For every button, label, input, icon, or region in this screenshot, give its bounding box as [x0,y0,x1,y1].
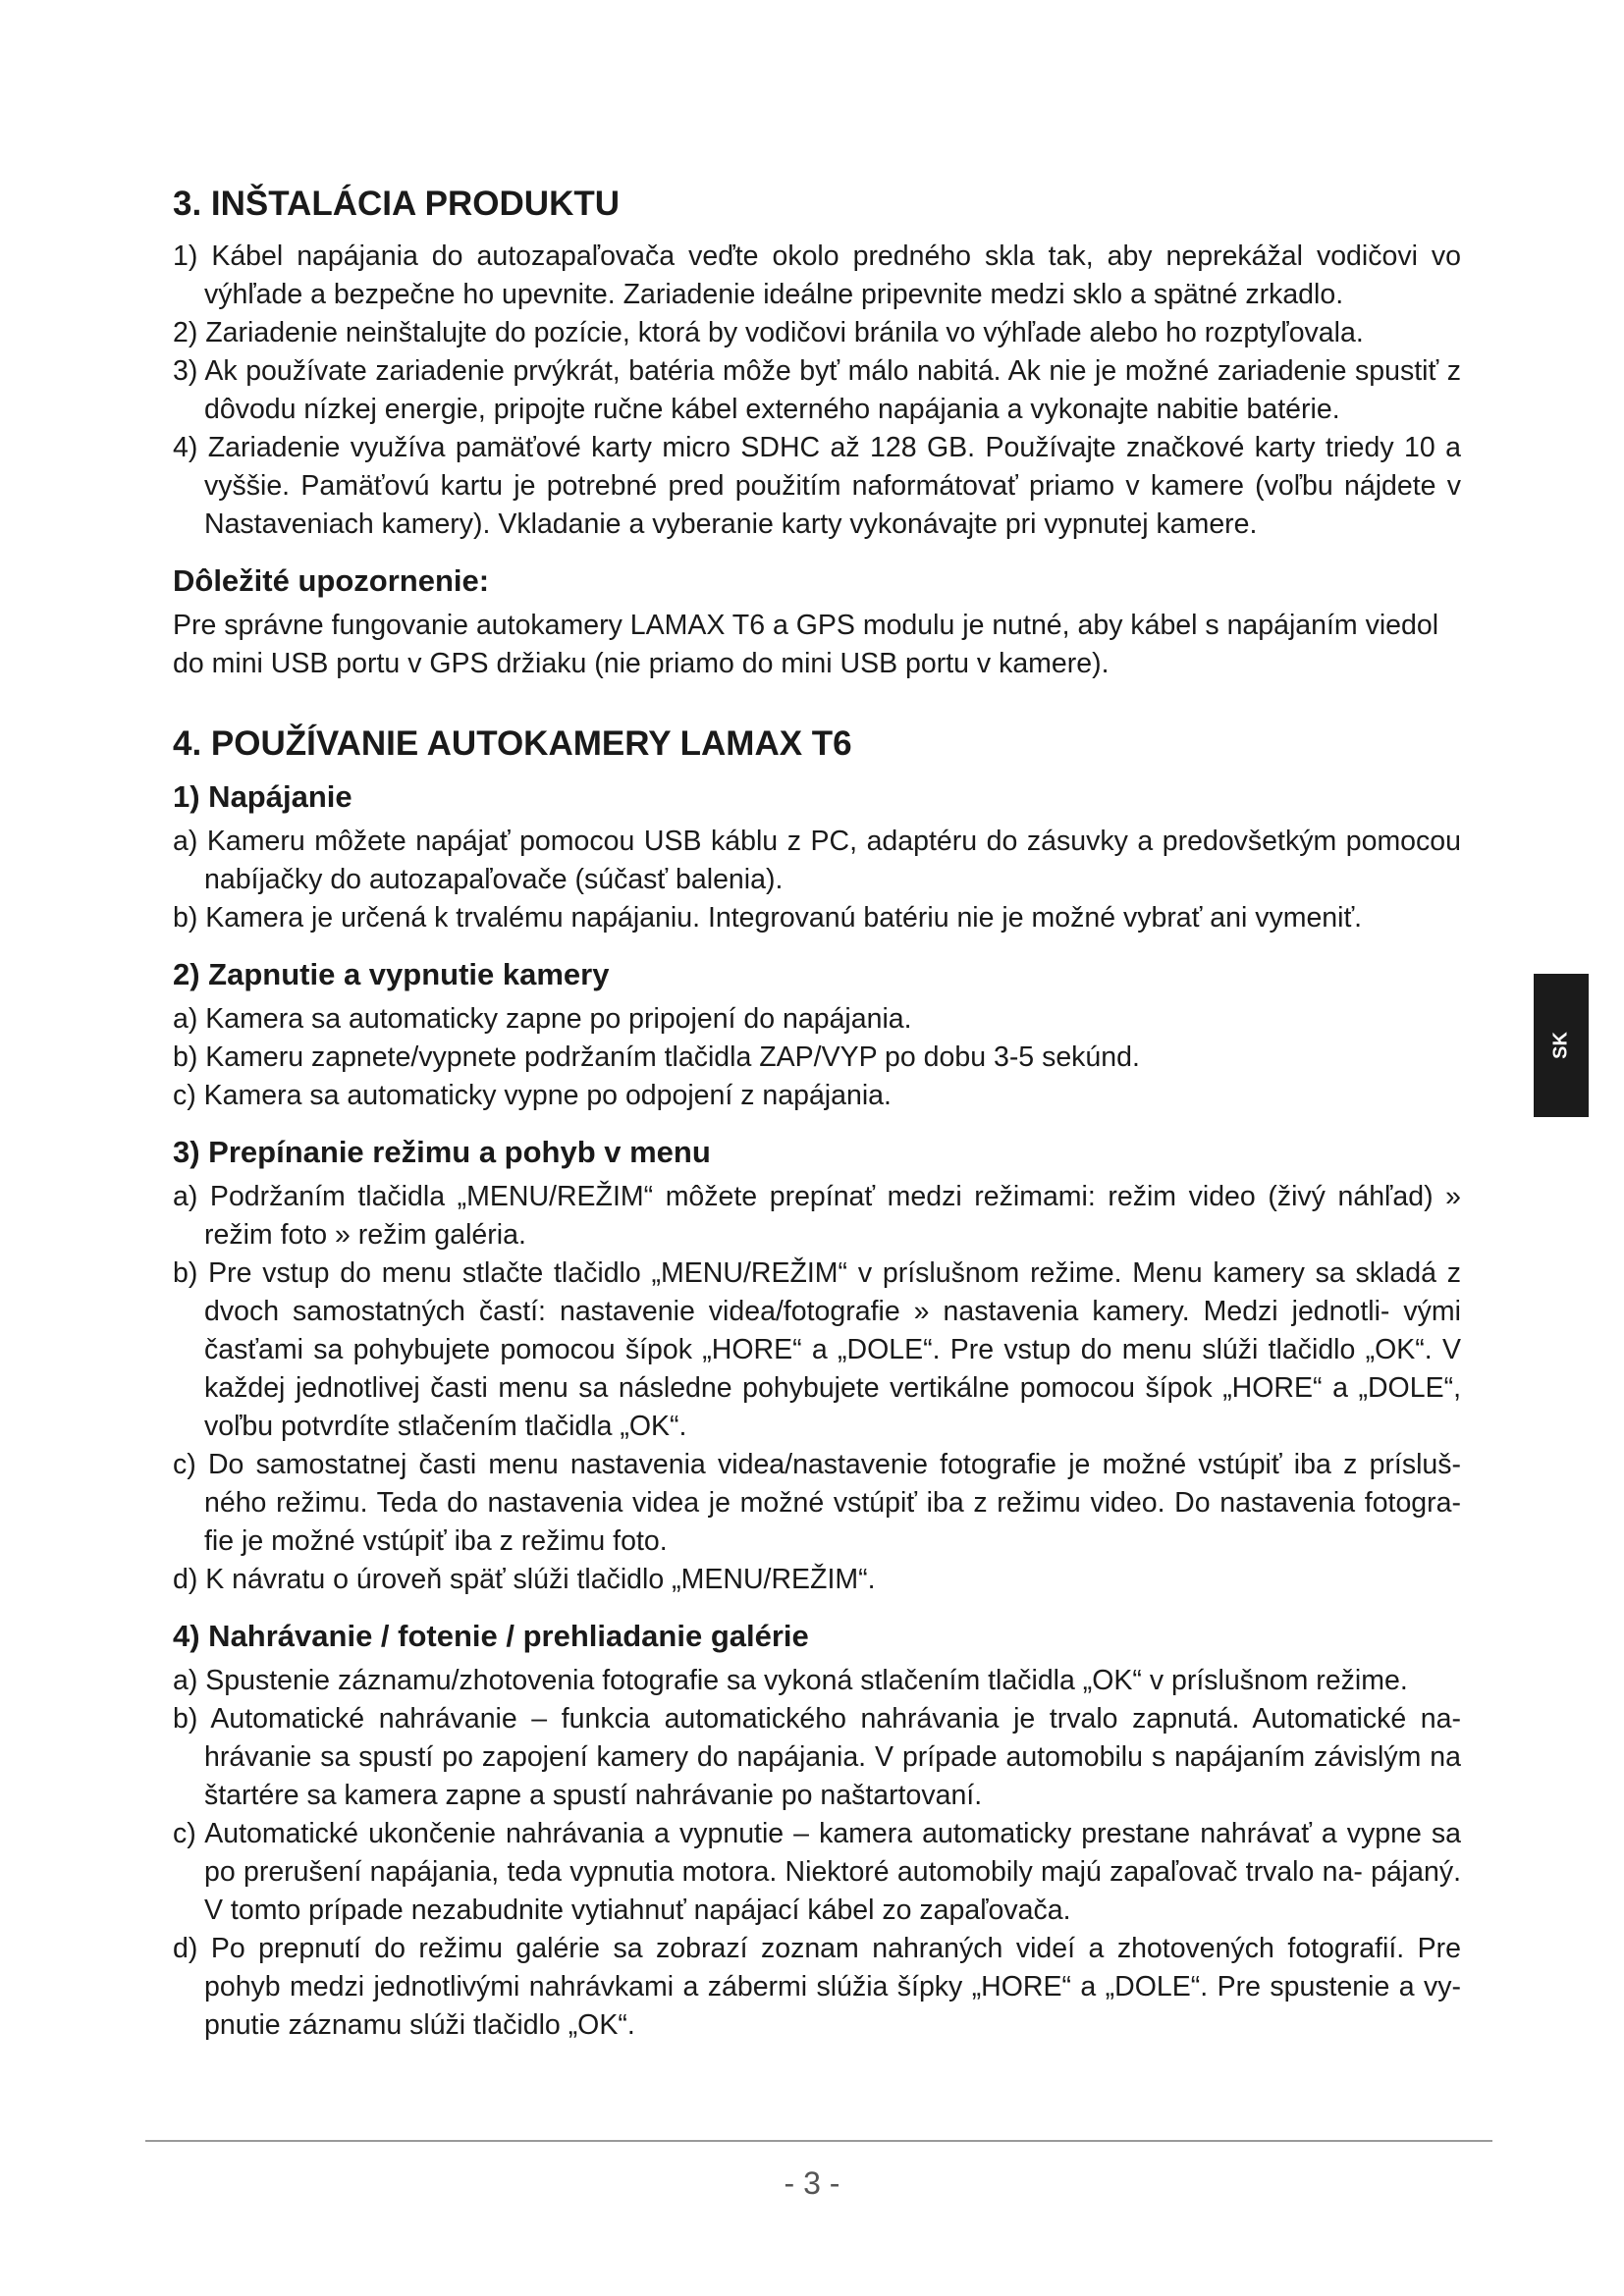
recording-item-d: d) Po prepnutí do režimu galérie sa zobrazí zoznam nahraných videí a zhotovených fotografií. Pre pohyb medzi jednotlivými nahrávkami a zábermi slúžia šípky „HORE“ a „DOLE“. Pre spustenie a vy- pnutie záznamu slúži tlačidlo „OK“. [173,1933,1461,2041]
mode-menu-item-c: c) Do samostatnej časti menu nastavenia videa/nastavenie fotografie je možné vstúpiť iba z prísluš- ného režimu. Teda do nastavenia videa je možné vstúpiť iba z režimu video. Do nastavenia fotogra- fie je možné vstúpiť iba z režimu foto. [173,1449,1461,1557]
footer-divider [145,2140,1492,2142]
install-item-2: 2) Zariadenie neinštalujte do pozície, ktorá by vodičovi bránila vo výhľade alebo ho rozptyľovala. [173,317,1364,348]
page-number: - 3 - [784,2165,840,2201]
recording-item-a: a) Spustenie záznamu/zhotovenia fotografie sa vykoná stlačením tlačidla „OK“ v príslušnom režime. [173,1665,1408,1696]
mode-menu-item-b: b) Pre vstup do menu stlačte tlačidlo „MENU/REŽIM“ v príslušnom režime. Menu kamery sa skladá z dvoch samostatných častí: nastavenie videa/fotografie » nastavenia kamery. Medzi jednotli- vými časťami sa pohybujete pomocou šípok „HORE“ a „DOLE“. Pre vstup do menu slúži tlačidlo „OK“. V každej jednotlivej časti menu sa následne pohybujete vertikálne pomocou šípok „HORE“ a „DOLE“, voľbu potvrdíte stlačením tlačidla „OK“. [173,1257,1461,1442]
install-item-1: 1) Kábel napájania do autozapaľovača veďte okolo predného skla tak, aby neprekážal vodičovi vo výhľade a bezpečne ho upevnite. Zariadenie ideálne pripevnite medzi sklo a spätné zrkadlo. [173,240,1461,310]
recording-item-c: c) Automatické ukončenie nahrávania a vypnutie – kamera automaticky prestane nahrávať a vypne sa po prerušení napájania, teda vypnutia motora. Niektoré automobily majú zapaľovač trvalo na- pájaný. V tomto prípade nezabudnite vytiahnuť napájací kábel zo zapaľovača. [173,1818,1461,1926]
mode-menu-item-d: d) K návratu o úroveň späť slúži tlačidlo „MENU/REŽIM“. [173,1564,876,1595]
power-item-a: a) Kameru môžete napájať pomocou USB káblu z PC, adaptéru do zásuvky a predovšetkým pomocou nabíjačky do autozapaľovače (súčasť balenia). [173,826,1461,895]
on-off-item-c: c) Kamera sa automaticky vypne po odpojení z napájania. [173,1080,892,1111]
on-off-subtitle: 2) Zapnutie a vypnutie kamery [173,957,610,991]
power-item-b: b) Kamera je určená k trvalému napájaniu. Integrovanú batériu nie je možné vybrať ani vymeniť. [173,902,1363,934]
important-note-text: Pre správne fungovanie autokamery LAMAX T6 a GPS modulu je nutné, aby kábel s napájaním viedol do mini USB portu v GPS držiaku (nie priamo do mini USB portu v kamere). [173,610,1439,679]
language-tab [1534,974,1589,1117]
install-item-3: 3) Ak používate zariadenie prvýkrát, batéria môže byť málo nabitá. Ak nie je možné zariadenie spustiť z dôvodu nízkej energie, pripojte ručne kábel externého napájania a vykonajte nabitie batérie. [173,355,1461,425]
power-subtitle: 1) Napájanie [173,779,352,814]
recording-subtitle: 4) Nahrávanie / fotenie / prehliadanie galérie [173,1619,809,1653]
install-item-4: 4) Zariadenie využíva pamäťové karty micro SDHC až 128 GB. Používajte značkové karty triedy 10 a vyššie. Pamäťovú kartu je potrebné pred použitím naformátovať priamo v kamere (voľbu nájdete v Nastaveniach kamery). Vkladanie a vyberanie karty vykonávajte pri vypnutej kamere. [173,432,1461,540]
mode-menu-item-a: a) Podržaním tlačidla „MENU/REŽIM“ môžete prepínať medzi režimami: režim video (živý náhľad) » režim foto » režim galéria. [173,1181,1461,1251]
language-tab-label: SK [1549,1032,1572,1059]
section-4-title: 4. POUŽÍVANIE AUTOKAMERY LAMAX T6 [173,724,852,763]
recording-item-b: b) Automatické nahrávanie – funkcia automatického nahrávania je trvalo zapnutá. Automatické na- hrávanie sa spustí po zapojení kamery do napájania. V prípade automobilu s napájaním závislým na štartére sa kamera zapne a spustí nahrávanie po naštartovaní. [173,1703,1461,1811]
mode-menu-subtitle: 3) Prepínanie režimu a pohyb v menu [173,1135,711,1169]
on-off-item-b: b) Kameru zapnete/vypnete podržaním tlačidla ZAP/VYP po dobu 3-5 sekúnd. [173,1041,1140,1073]
important-note-title: Dôležité upozornenie: [173,563,490,598]
section-3-title: 3. INŠTALÁCIA PRODUKTU [173,185,620,223]
on-off-item-a: a) Kamera sa automaticky zapne po pripojení do napájania. [173,1003,912,1035]
page-content [173,183,1461,2045]
